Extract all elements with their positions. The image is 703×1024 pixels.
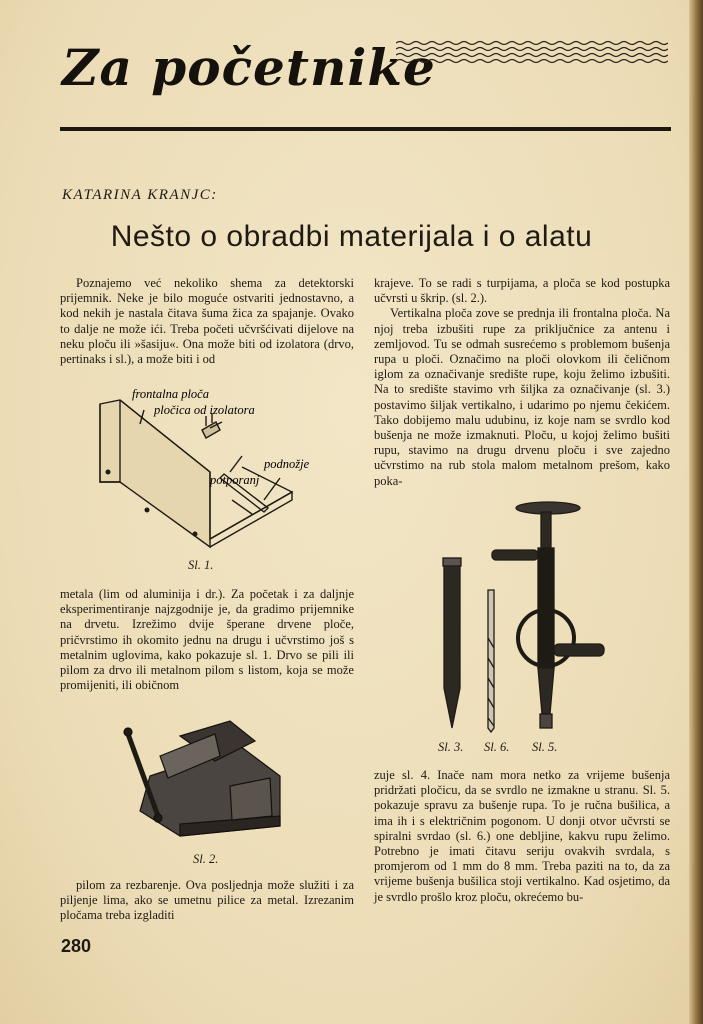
paragraph: Vertikalna ploča zove se prednja ili frontalna ploča. Na njoj treba izbušiti rupe za priključnice za antenu i zemljovod. Tu se odmah susrećemo s problemom bušenja rupa u ploči. Označimo na ploči olovkom ili čeličnom iglom za označivanje središte rupe, koju želimo izbušiti. Na to središte stavimo vrh šiljka za označivanje (sl. 3.) postavimo šiljak vertikalno, i udarimo po njemu čekićem. Tako dobijemo malu udubinu, iz koje nam se svrdlo kod bušenja ne može izmaknuti. Ploču, u kojoj želimo bušiti rupu, stavimo na drugu drvenu ploču i sve zajedno učvrstimo na rub stola malom metalnom prešom, kako poka- — [374, 306, 670, 488]
section-title: Za početnike — [62, 38, 436, 97]
book-spine-shadow — [689, 0, 703, 1024]
figure-tools-drawing — [430, 498, 630, 738]
label-base: podnožje — [264, 457, 310, 471]
right-column-top — [374, 276, 670, 489]
figure-5-caption: Sl. 5. — [532, 740, 558, 754]
label-insulator-plate: pločica od izolatora — [154, 403, 255, 417]
paragraph: zuje sl. 4. Inače nam mora netko za vrijeme bušenja pridržati pločicu, da se svrdlo ne izmakne u stranu. Sl. 5. pokazuje spravu za bušenje rupa. To je ručna bušilica, a ima ih i s električnim pogonom. U donji otvor učvrsti se spiralni svrdao (sl. 6.) one debljine, kakvu rupu želimo. Potrebno je imati čitavu seriju ovakvih svrdala, s promjerom od 1 mm do 8 mm. Treba paziti na to, da za vrijeme bušenja bušilica stoji vertikalno. Kad osjetimo, da je svrdlo prošlo kroz ploču, okrećemo bu- — [374, 768, 670, 904]
figure-3-caption: Sl. 3. — [438, 740, 464, 754]
decorative-wavy-lines — [396, 40, 668, 64]
label-front-panel: frontalna ploča — [132, 387, 209, 401]
left-column-para3 — [60, 878, 354, 924]
paragraph: pilom za rezbarenje. Ova posljednja može služiti i za piljenje lima, ako se umetnu pilice za metal. Izrezanim pločama treba izgladiti — [60, 878, 354, 923]
paragraph: metala (lim od aluminija i dr.). Za početak i za daljnje eksperimentiranje najzgodnije je, da gradimo prijemnike na drvetu. Izrežimo dvije šperane drvene ploče, pričvrstimo ih okomito jednu na drugu i učvrstimo još s metalnim uglovima, kako pokazuje sl. 1. Drvo se pili ili pilom za drvo ili metalnom pilom s listom, koja se može promijeniti, ili običnom — [60, 587, 354, 693]
page-number: 280 — [61, 936, 92, 956]
figure-6-caption: Sl. 6. — [484, 740, 510, 754]
article-title: Nešto o obradbi materijala i o alatu — [110, 220, 593, 253]
figure-2-vise-drawing — [120, 716, 290, 846]
article-author: KATARINA KRANJC: — [62, 187, 218, 203]
paragraph: krajeve. To se radi s turpijama, a ploča se kod postupka učvrsti u škrip. (sl. 2.). — [374, 276, 670, 306]
figure-1-caption: Sl. 1. — [188, 558, 214, 572]
figure-1-chassis-drawing — [92, 382, 332, 552]
label-support: potporanj — [210, 473, 260, 487]
figure-2-caption: Sl. 2. — [193, 852, 219, 866]
right-column-bottom — [374, 768, 670, 905]
left-column-para1 — [60, 276, 354, 367]
left-column-para2 — [60, 587, 354, 693]
paragraph: Poznajemo već nekoliko shema za detektorski prijemnik. Neke je bilo moguće ostvariti jednostavno, a kod nekih je nastala čitava šuma žica za spajanje. Ovako to dalje ne može ići. Treba početi učvršćivati dijelove na neku ploču ili »šasiju«. Ona može biti od izolatora (drvo, pertinaks i sl.), a može biti i od — [60, 276, 354, 367]
header-rule — [60, 127, 671, 131]
